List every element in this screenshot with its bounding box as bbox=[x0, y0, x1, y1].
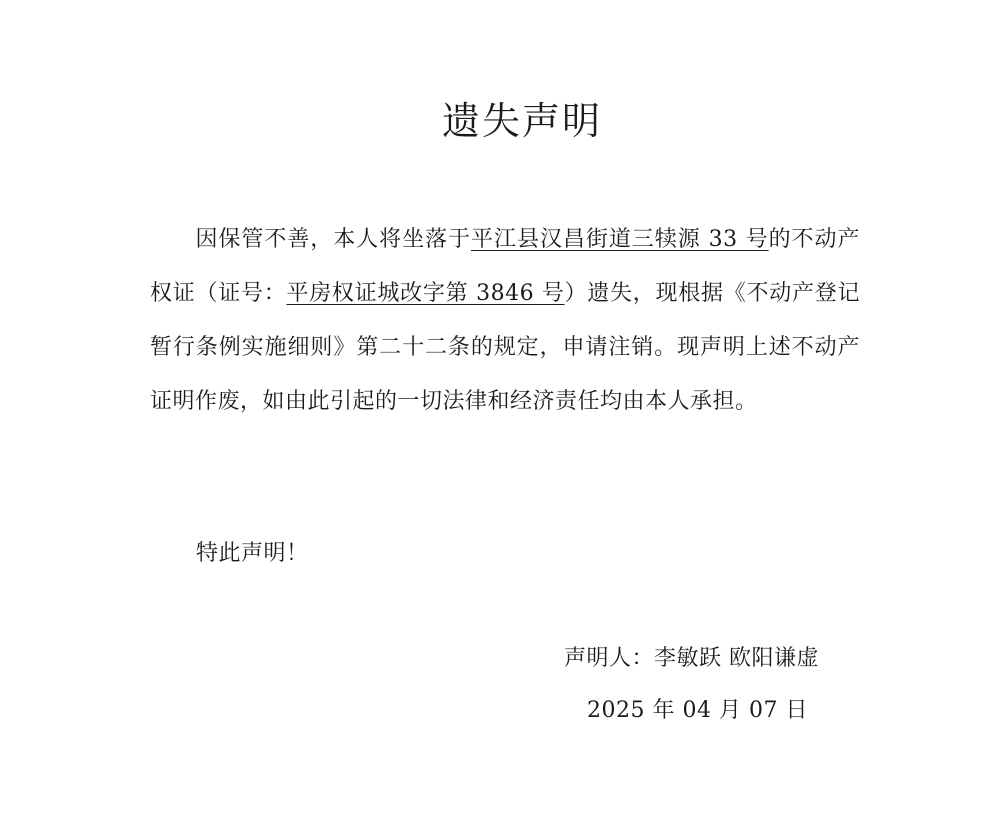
body-segment-3: ）遗失，现根据《不动产登记暂行条例实施细则》第二十二条的规定，申请注销。现声明上述不动产证明作废，如由此引起的一切法律和经济责任均由本人承担。 bbox=[150, 281, 860, 414]
signer-line bbox=[564, 632, 819, 686]
property-address: 平江县汉昌街道三犊源 33 号 bbox=[471, 227, 769, 252]
signer-label: 声明人： bbox=[564, 646, 655, 671]
document-title: 遗失声明 bbox=[441, 99, 602, 143]
certificate-number: 平房权证城改字第 3846 号 bbox=[286, 281, 565, 306]
body-segment-2: 的不动产权证（证号： bbox=[150, 227, 860, 306]
declaration-body bbox=[150, 213, 860, 429]
closing-statement: 特此声明！ bbox=[196, 541, 309, 566]
body-segment-1: 因保管不善，本人将坐落于 bbox=[195, 227, 472, 252]
signer-names: 李敏跃 欧阳谦虚 bbox=[654, 646, 820, 671]
declaration-date: 2025 年 04 月 07 日 bbox=[587, 698, 808, 723]
